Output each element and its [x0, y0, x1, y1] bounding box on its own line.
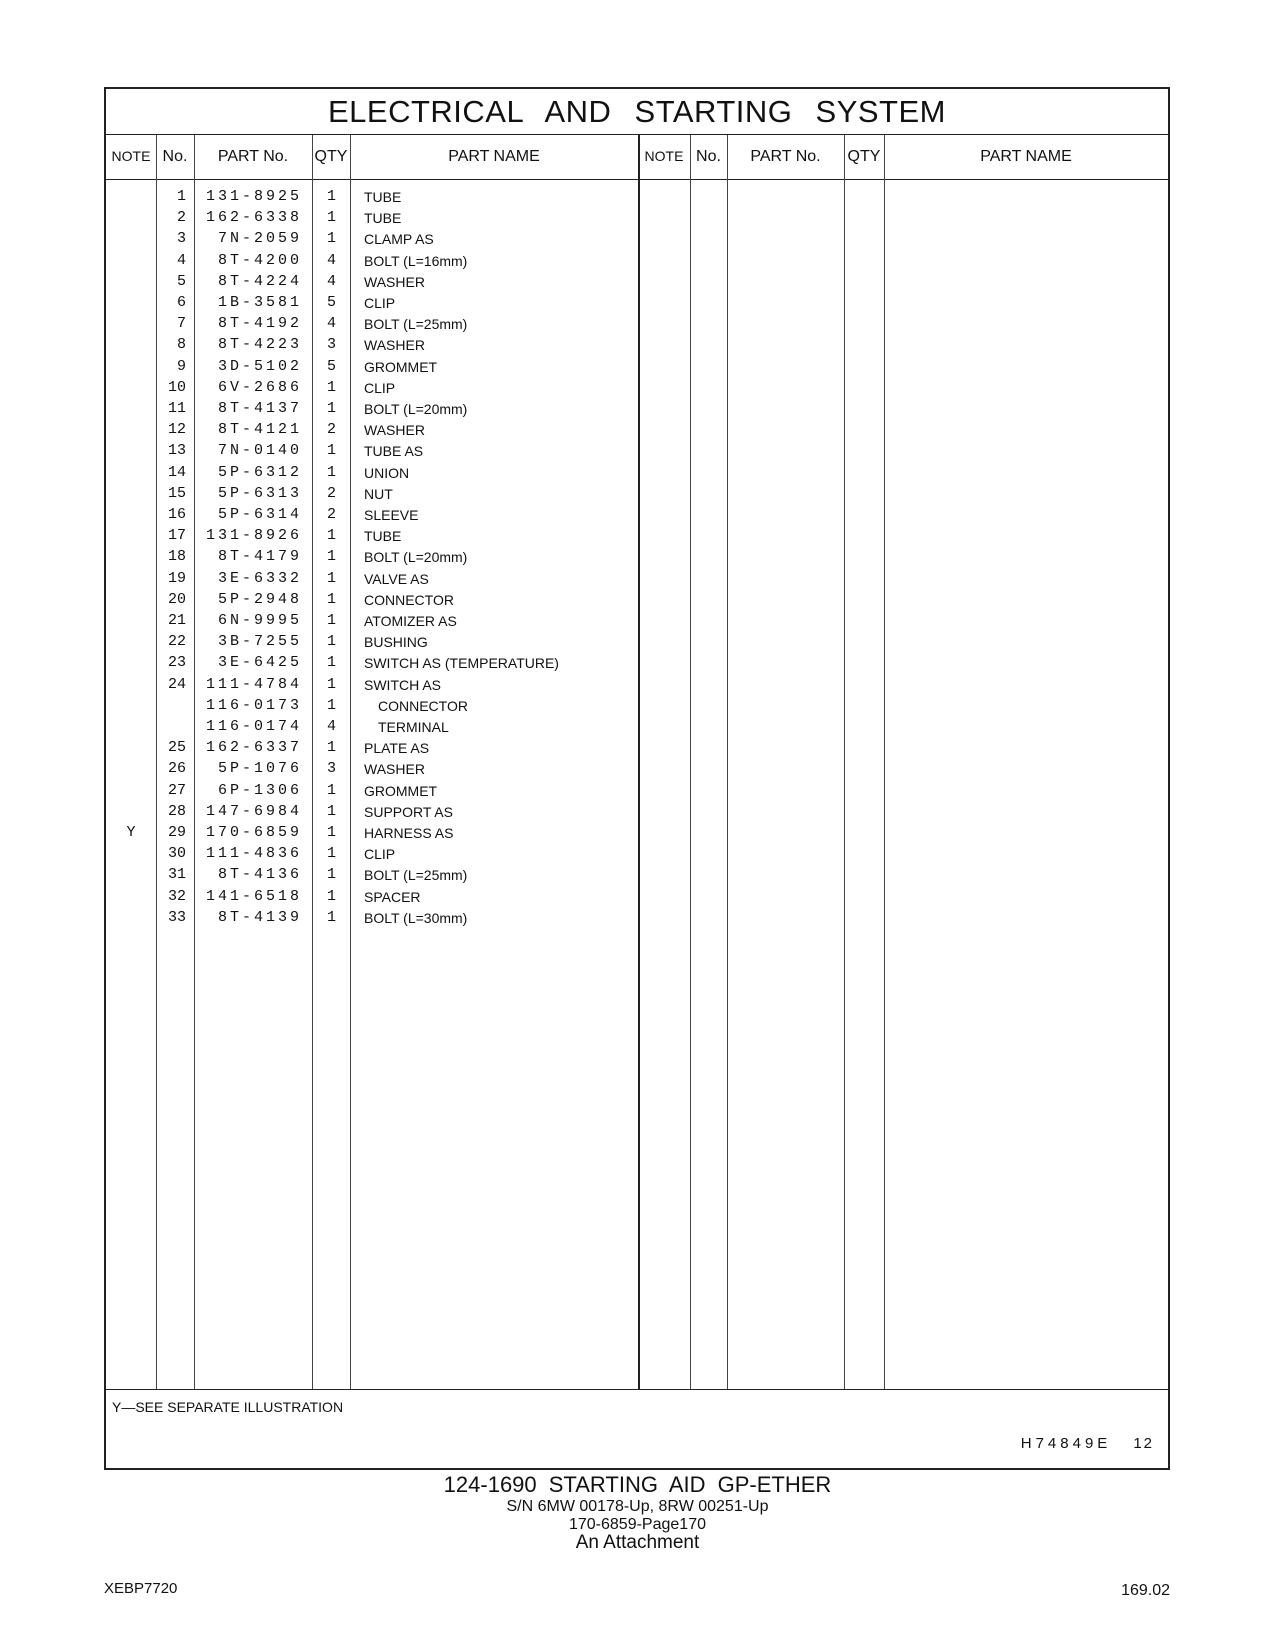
part-name-cell: BOLT (L=25mm) [364, 316, 468, 333]
part-name-cell: WASHER [364, 422, 425, 439]
part-name-cell: VALVE AS [364, 570, 429, 587]
quantity-cell: 1 [326, 654, 336, 672]
quantity-cell: 4 [326, 718, 336, 735]
note-cell [106, 377, 156, 399]
item-number-cell: 22 [167, 633, 186, 651]
part-number-cell: 8T-4192 [217, 315, 302, 333]
note-cell [106, 780, 156, 802]
item-number-cell: 27 [167, 781, 186, 799]
item-number-cell: 9 [176, 357, 186, 375]
item-number-cell: 11 [167, 400, 186, 417]
part-name-cell: CLIP [364, 846, 396, 863]
quantity-cell: 1 [326, 866, 336, 884]
item-number-cell: 8 [176, 336, 186, 354]
note-cell [106, 398, 156, 420]
part-name-cell: CLIP [364, 379, 396, 396]
table-row [106, 292, 1168, 314]
part-name-cell: GROMMET [364, 358, 438, 375]
item-number-cell: 17 [167, 527, 186, 545]
item-number-cell: 29 [167, 824, 186, 841]
item-number-cell: 18 [167, 548, 186, 566]
quantity-cell: 4 [326, 272, 336, 290]
part-number-cell: 5P-6314 [217, 506, 302, 523]
quantity-cell: 4 [326, 251, 336, 269]
table-row [106, 250, 1168, 272]
quantity-cell: 4 [326, 315, 336, 333]
part-number-cell: 111-4836 [205, 845, 302, 863]
part-number-cell: 7N-2059 [217, 230, 302, 248]
part-number-cell: 147-6984 [205, 802, 302, 820]
table-row [106, 801, 1168, 823]
part-name-cell: SUPPORT AS [364, 803, 453, 820]
part-number-cell: 8T-4200 [217, 251, 302, 269]
part-number-cell: 7N-0140 [217, 442, 302, 460]
part-name-cell: BUSHING [364, 634, 428, 651]
part-number-cell: 3E-6332 [217, 569, 302, 587]
note-cell [106, 907, 156, 929]
quantity-cell: 1 [326, 230, 336, 248]
quantity-cell: 1 [326, 739, 336, 757]
part-name-cell: BOLT (L=25mm) [364, 867, 468, 884]
item-number-cell: 31 [167, 866, 186, 884]
item-number-cell: 4 [176, 251, 186, 269]
part-name-cell: PLATE AS [364, 740, 430, 757]
part-name-cell: WASHER [364, 273, 425, 290]
quantity-cell: 1 [326, 612, 336, 629]
table-row [106, 377, 1168, 399]
item-number-cell: 13 [167, 442, 186, 460]
part-number-cell: 3D-5102 [217, 357, 302, 375]
header-part-name-left: PART NAME [448, 148, 540, 165]
quantity-cell: 1 [326, 675, 336, 693]
header-no-right: No. [696, 148, 721, 165]
part-number-cell: 131-8926 [205, 527, 302, 545]
quantity-cell: 1 [326, 569, 336, 587]
table-row [106, 631, 1168, 653]
part-name-cell: UNION [364, 464, 410, 481]
table-header [106, 135, 1168, 180]
item-number-cell: 19 [167, 569, 186, 587]
item-number-cell: 2 [176, 209, 186, 227]
part-number-cell: 5P-6313 [217, 484, 302, 502]
table-row [106, 546, 1168, 568]
note-cell: Y [126, 824, 136, 841]
note-cell [106, 843, 156, 865]
part-name-cell: NUT [364, 485, 393, 502]
note-cell [106, 631, 156, 653]
item-number-cell [156, 695, 186, 717]
note-cell [106, 716, 156, 738]
item-number-cell: 33 [167, 908, 186, 926]
part-name-cell: TUBE [364, 210, 402, 227]
part-name-cell: HARNESS AS [364, 825, 454, 841]
item-number-cell: 16 [167, 506, 186, 523]
note-cell [106, 758, 156, 780]
quantity-cell: 3 [326, 336, 336, 354]
quantity-cell: 1 [326, 548, 336, 566]
table-row [106, 462, 1168, 484]
header-part-no-right: PART No. [750, 148, 821, 165]
note-cell [106, 589, 156, 611]
table-row [106, 228, 1168, 250]
part-number-cell: 8T-4179 [217, 548, 302, 566]
table-row [106, 483, 1168, 505]
serial-range: S/N 6MW 00178-Up, 8RW 00251-Up [506, 1498, 769, 1515]
part-name-cell: SWITCH AS [364, 676, 442, 693]
note-cell [106, 356, 156, 378]
footnote: Y—SEE SEPARATE ILLUSTRATION [112, 1399, 344, 1415]
document-number: XEBP7720 [104, 1580, 178, 1597]
part-number-cell: 5P-6312 [217, 463, 302, 481]
header-note-left: NOTE [111, 148, 151, 164]
quantity-cell: 2 [326, 506, 336, 523]
table-row [106, 886, 1168, 908]
part-name-cell: TUBE [364, 189, 402, 205]
note-cell [106, 652, 156, 674]
item-number-cell: 28 [167, 802, 186, 820]
header-qty-right: QTY [847, 148, 881, 165]
note-cell [106, 674, 156, 696]
footer-divider [106, 1389, 1168, 1390]
part-name-cell: TUBE [364, 528, 402, 545]
table-row [106, 334, 1168, 356]
note-cell [106, 568, 156, 590]
quantity-cell: 1 [326, 802, 336, 820]
table-row [106, 695, 1168, 717]
part-number-cell: 141-6518 [205, 887, 302, 905]
part-number-cell: 111-4784 [205, 675, 302, 693]
table-row [106, 271, 1168, 293]
table-row [106, 652, 1168, 674]
table-row [106, 589, 1168, 611]
note-cell [106, 610, 156, 632]
note-cell [106, 801, 156, 823]
quantity-cell: 2 [326, 484, 336, 502]
item-number-cell: 25 [167, 739, 186, 757]
part-number-cell: 3E-6425 [217, 654, 302, 672]
part-number-cell: 131-8925 [205, 188, 302, 205]
item-number-cell: 23 [167, 654, 186, 672]
note-cell [106, 419, 156, 441]
group-title: 124-1690 STARTING AID GP-ETHER [443, 1472, 832, 1497]
part-number-cell: 116-0173 [205, 696, 302, 714]
part-name-cell: SWITCH AS (TEMPERATURE) [364, 655, 559, 672]
part-number-cell: 162-6338 [205, 209, 302, 227]
item-number-cell: 15 [167, 484, 186, 502]
part-number-cell: 6V-2686 [217, 378, 302, 396]
part-name-cell: ATOMIZER AS [364, 613, 457, 629]
header-qty-left: QTY [314, 148, 348, 165]
note-cell [106, 546, 156, 568]
quantity-cell: 3 [326, 760, 336, 778]
note-cell [106, 271, 156, 293]
item-number-cell: 6 [176, 294, 186, 311]
part-name-cell: BOLT (L=30mm) [364, 909, 468, 926]
item-number-cell: 30 [167, 845, 186, 863]
quantity-cell: 1 [326, 209, 336, 227]
attachment-label: An Attachment [575, 1532, 700, 1553]
part-number-cell: 3B-7255 [217, 633, 302, 651]
part-name-cell: BOLT (L=16mm) [364, 252, 468, 269]
table-row [106, 207, 1168, 229]
table-row [106, 907, 1168, 929]
header-part-no-left: PART No. [217, 148, 289, 165]
part-number-cell: 8T-4139 [217, 908, 302, 926]
item-number-cell: 24 [167, 675, 186, 693]
item-number-cell: 10 [167, 378, 186, 396]
quantity-cell: 2 [326, 421, 336, 439]
quantity-cell: 1 [326, 908, 336, 926]
note-cell [106, 483, 156, 505]
note-cell [106, 313, 156, 335]
part-name-cell: BOLT (L=20mm) [364, 549, 468, 566]
part-number-cell: 1B-3581 [217, 294, 302, 311]
part-number-cell: 8T-4137 [217, 400, 302, 417]
item-number-cell: 32 [167, 887, 186, 905]
part-number-cell: 8T-4223 [217, 336, 302, 354]
part-number-cell: 5P-1076 [217, 760, 302, 778]
table-row [106, 843, 1168, 865]
quantity-cell: 1 [326, 442, 336, 460]
item-number-cell: 7 [176, 315, 186, 333]
table-row [106, 822, 1168, 844]
note-cell [106, 864, 156, 886]
part-name-cell: CLIP [364, 295, 396, 311]
part-number-cell: 6P-1306 [217, 781, 302, 799]
part-number-cell: 5P-2948 [217, 590, 302, 608]
quantity-cell: 1 [326, 527, 336, 545]
quantity-cell: 1 [326, 633, 336, 651]
part-number-cell: 8T-4136 [217, 866, 302, 884]
quantity-cell: 1 [326, 696, 336, 714]
table-row [106, 356, 1168, 378]
part-name-cell: TERMINAL [378, 719, 449, 735]
quantity-cell: 1 [326, 400, 336, 417]
item-number-cell: 14 [167, 463, 186, 481]
quantity-cell: 1 [326, 824, 336, 841]
item-number-cell: 12 [167, 421, 186, 439]
item-number-cell: 1 [176, 188, 186, 205]
table-row [106, 864, 1168, 886]
parts-list [106, 180, 1168, 1390]
table-row [106, 737, 1168, 759]
note-cell [106, 695, 156, 717]
note-cell [106, 228, 156, 250]
part-name-cell: SLEEVE [364, 507, 419, 523]
quantity-cell: 1 [326, 887, 336, 905]
part-name-cell: SPACER [364, 888, 421, 905]
note-cell [106, 504, 156, 526]
table-row [106, 525, 1168, 547]
part-name-cell: WASHER [364, 337, 425, 354]
note-cell [106, 292, 156, 314]
part-number-cell: 8T-4121 [217, 421, 302, 439]
item-number-cell: 3 [176, 230, 186, 248]
part-name-cell: WASHER [364, 761, 425, 778]
part-name-cell: CONNECTOR [378, 697, 468, 714]
table-row [106, 568, 1168, 590]
table-row [106, 610, 1168, 632]
note-cell [106, 250, 156, 272]
table-row [106, 674, 1168, 696]
item-number-cell: 26 [167, 760, 186, 778]
table-row [106, 419, 1168, 441]
part-name-cell: CLAMP AS [364, 231, 434, 248]
part-number-cell: 162-6337 [205, 739, 302, 757]
part-name-cell: TUBE AS [364, 443, 424, 460]
header-part-name-right: PART NAME [980, 148, 1072, 165]
item-number-cell: 5 [176, 272, 186, 290]
quantity-cell: 5 [326, 294, 336, 311]
item-number-cell [156, 716, 186, 738]
table-row [106, 440, 1168, 462]
part-number-cell: 170-6859 [205, 824, 302, 841]
note-cell [106, 186, 156, 208]
table-row [106, 313, 1168, 335]
header-note-right: NOTE [644, 148, 684, 164]
part-name-cell: BOLT (L=20mm) [364, 401, 468, 417]
quantity-cell: 1 [326, 845, 336, 863]
table-row [106, 398, 1168, 420]
quantity-cell: 5 [326, 357, 336, 375]
illustration-reference [1021, 1435, 1154, 1452]
note-cell [106, 334, 156, 356]
part-name-cell: GROMMET [364, 782, 438, 799]
table-row [106, 758, 1168, 780]
illustration-page: 12 [1133, 1435, 1154, 1452]
note-cell [106, 462, 156, 484]
note-cell [106, 440, 156, 462]
item-number-cell: 20 [167, 590, 186, 608]
page-reference: 170-6859-Page170 [568, 1516, 706, 1533]
quantity-cell: 1 [326, 590, 336, 608]
section-title: ELECTRICAL AND STARTING SYSTEM [106, 89, 1168, 135]
note-cell [106, 886, 156, 908]
parts-table-frame [104, 87, 1170, 1470]
part-name-cell: CONNECTOR [364, 591, 454, 608]
table-row [106, 716, 1168, 738]
header-no-left: No. [162, 148, 188, 165]
quantity-cell: 1 [326, 781, 336, 799]
table-row [106, 504, 1168, 526]
table-row [106, 780, 1168, 802]
illustration-code: H74849E [1020, 1435, 1112, 1452]
quantity-cell: 1 [326, 463, 336, 481]
page-number: 169.02 [1121, 1582, 1170, 1599]
quantity-cell: 1 [326, 188, 336, 205]
note-cell [106, 737, 156, 759]
part-number-cell: 116-0174 [205, 718, 302, 735]
part-number-cell: 6N-9995 [217, 612, 302, 629]
quantity-cell: 1 [326, 378, 336, 396]
part-number-cell: 8T-4224 [217, 272, 302, 290]
note-cell [106, 207, 156, 229]
item-number-cell: 21 [167, 612, 186, 629]
note-cell [106, 525, 156, 547]
table-row [106, 186, 1168, 208]
